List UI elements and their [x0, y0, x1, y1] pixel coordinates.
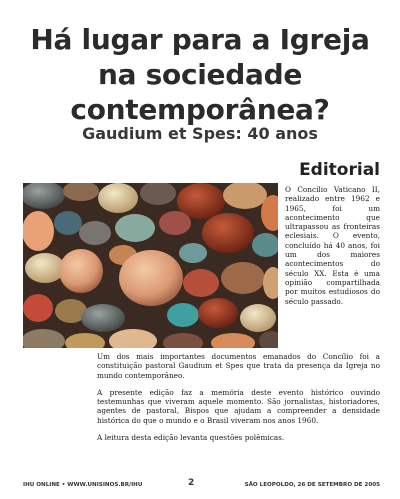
headline-line-1: Há lugar para a Igreja: [30, 23, 370, 56]
headline: [0, 22, 400, 127]
page-number: 2: [188, 478, 195, 488]
paragraph: Um dos mais importantes documentos emanados do Concílio foi a constituição pastoral Gaudium et Spes que trata da presença da Igreja no mundo contemporâneo.: [97, 352, 380, 380]
footer-publication: IHU ONLINE • WWW.UNISINOS.BR/IHU: [23, 482, 143, 488]
sidebar-text: O Concílio Vaticano II, realizado entre 1962 e 1965, foi um acontecimento que ultrapassou as fronteiras eclesiais. O evento, concluído há 40 anos, foi um dos maiores acontecimentos do século XX. Esta é uma opinião compartilhada por muitos estudiosos do século passado.: [285, 185, 380, 306]
headline-line-3: contemporânea?: [70, 93, 330, 126]
headline-line-2: na sociedade: [97, 58, 303, 91]
pebbles-photo: [23, 183, 278, 348]
paragraph: A leitura desta edição levanta questões polêmicas.: [97, 433, 285, 443]
section-title: Editorial: [299, 160, 380, 180]
footer-date: SÃO LEOPOLDO, 26 DE SETEMBRO DE 2005: [244, 482, 380, 488]
article-body: [97, 352, 380, 450]
paragraph: A presente edição faz a memória deste evento histórico ouvindo testemunhas que viveram aquele momento. São jornalistas, historiadores, agentes de pastoral, Bispos que ajudam a compreender a densidade histórica do que o mundo e o Brasil viveram nos anos 1960.: [97, 387, 380, 425]
subtitle: Gaudium et Spes: 40 anos: [82, 124, 318, 143]
